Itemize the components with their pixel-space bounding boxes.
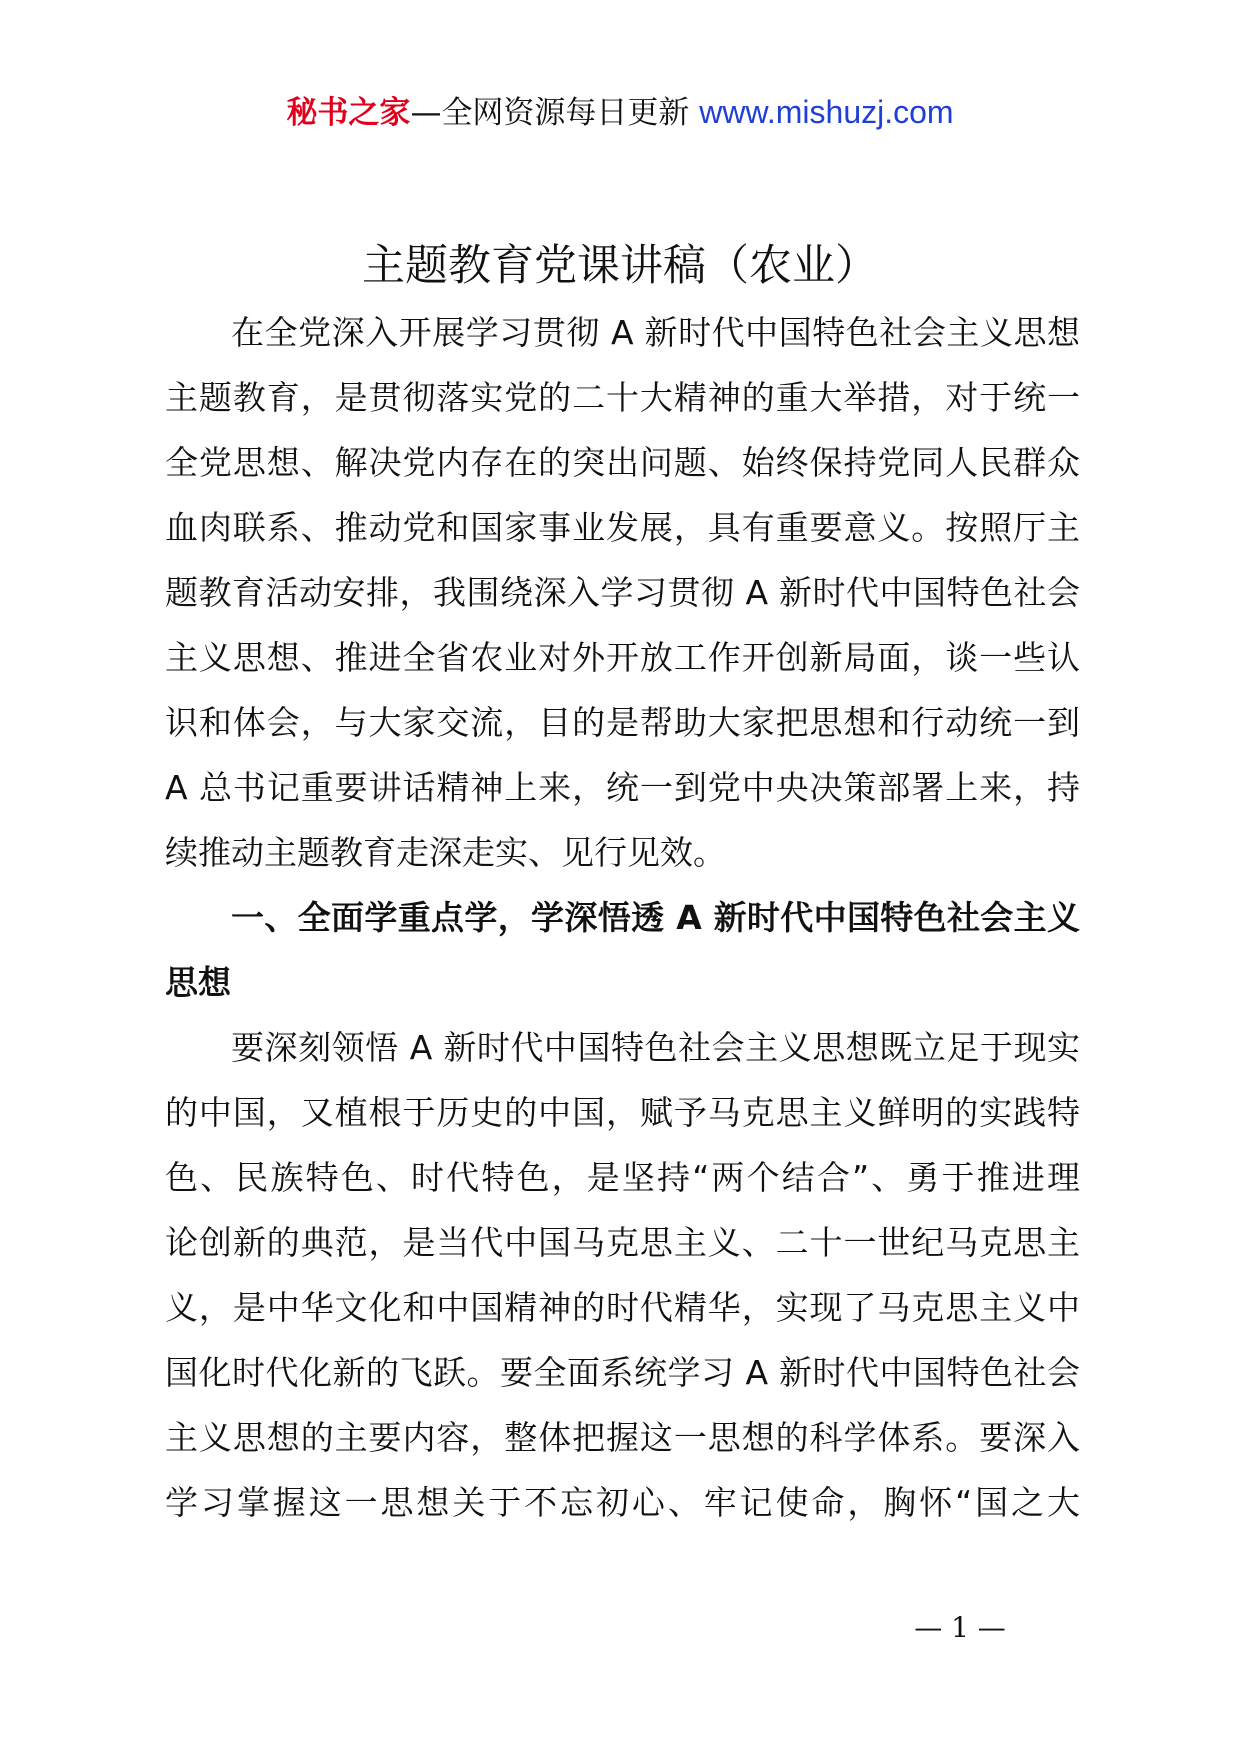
text-line: 国化时代化新的飞跃。要全面系统学习 A 新时代中国特色社会 <box>165 1353 1080 1392</box>
text-line: 义，是中华文化和中国精神的时代精华，实现了马克思主义中 <box>165 1288 1080 1327</box>
text-line: 主义思想的主要内容，整体把握这一思想的科学体系。要深入 <box>165 1418 1080 1457</box>
page-number: — 1 — <box>914 1611 1006 1644</box>
text-line: 论创新的典范，是当代中国马克思主义、二十一世纪马克思主 <box>165 1223 1080 1262</box>
site-url[interactable]: www.mishuzj.com <box>699 94 954 130</box>
text-line: 在全党深入开展学习贯彻 A 新时代中国特色社会主义思想 <box>231 313 1080 352</box>
text-line: 要深刻领悟 A 新时代中国特色社会主义思想既立足于现实 <box>231 1028 1080 1067</box>
text-line: 血肉联系、推动党和国家事业发展，具有重要意义。按照厅主 <box>165 508 1080 547</box>
paragraph-body <box>165 1015 1080 1535</box>
document-title: 主题教育党课讲稿（农业） <box>362 241 878 291</box>
text-line: 学习掌握这一思想关于不忘初心、牢记使命，胸怀“国之大 <box>165 1483 1080 1522</box>
heading-line: 一、全面学重点学，学深悟透 A 新时代中国特色社会主义 <box>231 898 1080 937</box>
text-line: 主题教育，是贯彻落实党的二十大精神的重大举措，对于统一 <box>165 378 1080 417</box>
site-brand: 秘书之家 <box>286 95 411 131</box>
document-body <box>165 300 1080 1535</box>
text-line: 全党思想、解决党内存在的突出问题、始终保持党同人民群众 <box>165 443 1080 482</box>
text-line: 主义思想、推进全省农业对外开放工作开创新局面，谈一些认 <box>165 638 1080 677</box>
section-heading <box>165 885 1080 1015</box>
heading-line: 思想 <box>165 963 231 1002</box>
text-line: A 总书记重要讲话精神上来，统一到党中央决策部署上来，持 <box>165 768 1080 807</box>
text-line: 识和体会，与大家交流，目的是帮助大家把思想和行动统一到 <box>165 703 1080 742</box>
text-line: 续推动主题教育走深走实、见行见效。 <box>165 833 726 872</box>
site-tagline: —全网资源每日更新 <box>410 95 690 131</box>
text-line: 的中国，又植根于历史的中国，赋予马克思主义鲜明的实践特 <box>165 1093 1080 1132</box>
site-header <box>0 90 1240 135</box>
text-line: 题教育活动安排，我围绕深入学习贯彻 A 新时代中国特色社会 <box>165 573 1080 612</box>
text-line: 色、民族特色、时代特色，是坚持“两个结合”、勇于推进理 <box>165 1158 1080 1197</box>
paragraph-intro <box>165 300 1080 885</box>
